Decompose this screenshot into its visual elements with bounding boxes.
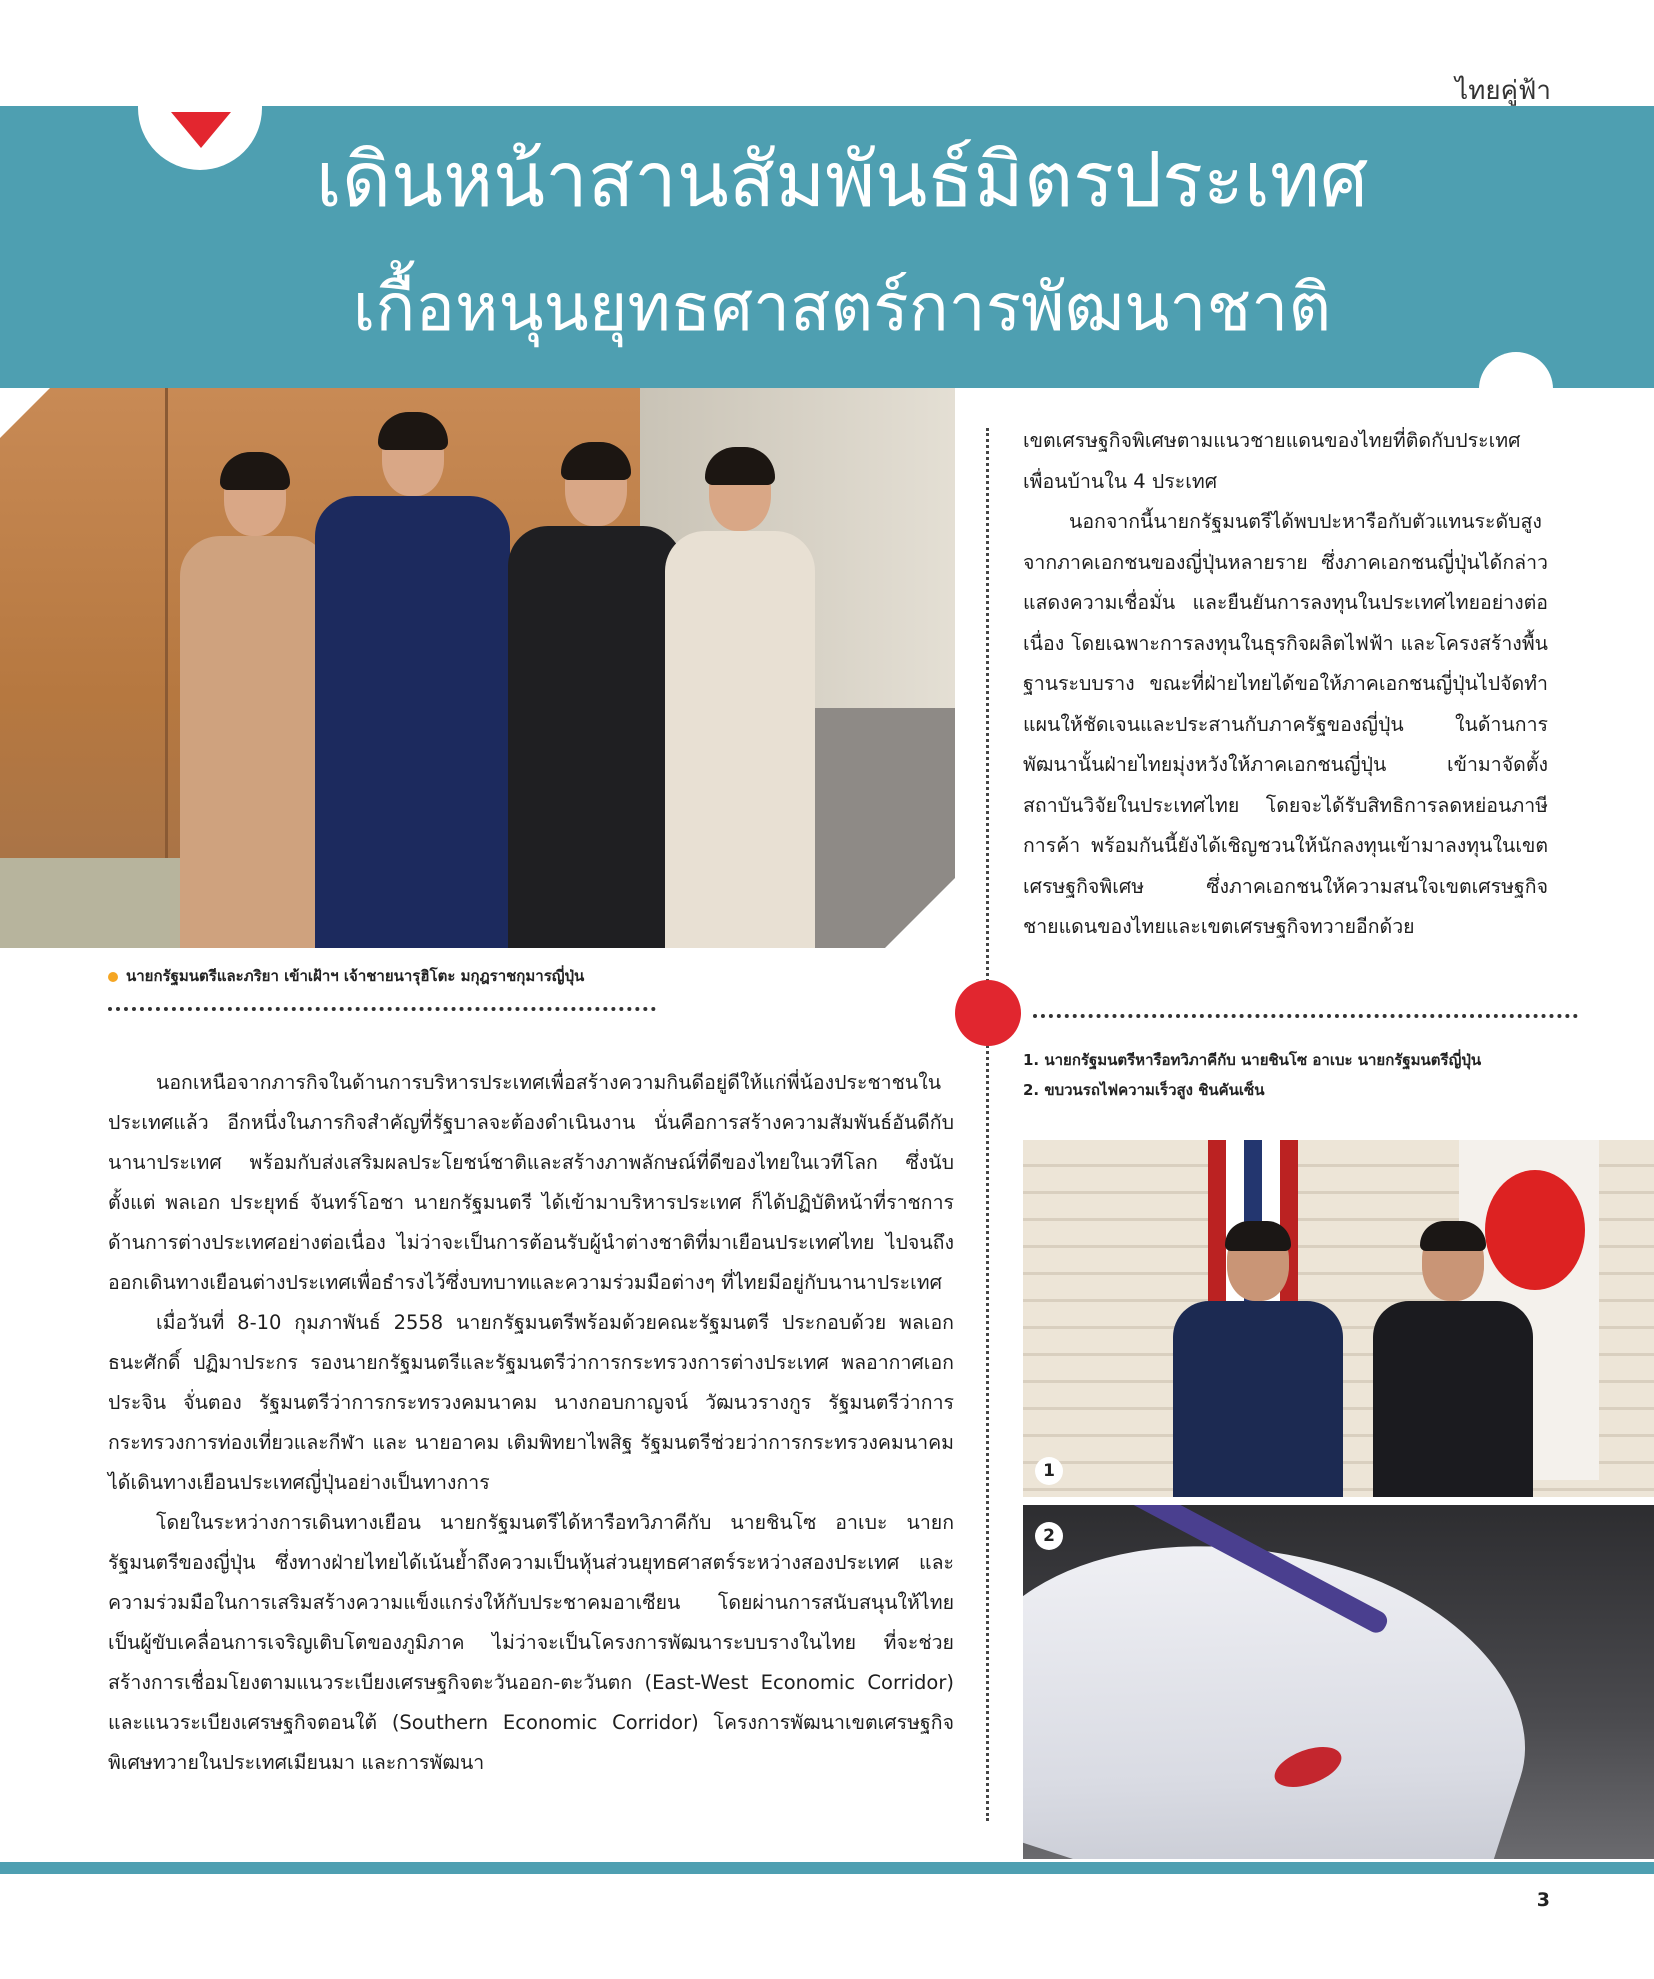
- article-body-right: [1023, 421, 1548, 948]
- red-circle-decoration: [955, 980, 1021, 1046]
- paragraph: เมื่อวันที่ 8-10 กุมภาพันธ์ 2558 นายกรัฐมนตรีพร้อมด้วยคณะรัฐมนตรี ประกอบด้วย พลเอก ธนะศักดิ์ ปฏิมาประกร รองนายกรัฐมนตรีและรัฐมนตรีว่าการกระทรวงการต่างประเทศ พลอากาศเอก ประจิน จั่นตอง รัฐมนตรีว่าการกระทรวงคมนาคม นางกอบกาญจน์ วัฒนวรางกูร รัฐมนตรีว่าการกระทรวงการท่องเที่ยวและกีฬา และ นายอาคม เติมพิทยาไพสิฐ รัฐมนตรีช่วยว่าการกระทรวงคมนาคม ได้เดินทางเยือนประเทศญี่ปุ่นอย่างเป็นทางการ: [108, 1311, 954, 1494]
- photo-badge-2: 2: [1035, 1522, 1063, 1550]
- photo-badge-1: 1: [1035, 1457, 1063, 1485]
- paragraph: เขตเศรษฐกิจพิเศษตามแนวชายแดนของไทยที่ติดกับประเทศเพื่อนบ้านใน 4 ประเทศ: [1023, 429, 1521, 493]
- section-label: ไทยคู่ฟ้า: [1455, 76, 1551, 106]
- column-divider: [986, 428, 989, 1821]
- bullet-dot-icon: [108, 972, 118, 982]
- photo-corner-cut: [885, 878, 955, 948]
- headline-line-2: เกื้อหนุนยุทธศาสตร์การพัฒนาชาติ: [352, 269, 1332, 346]
- photo-shinkansen: [1023, 1505, 1654, 1859]
- photo-person: [180, 458, 330, 948]
- photo-captions: [1023, 1045, 1481, 1105]
- paragraph: นอกเหนือจากภารกิจในด้านการบริหารประเทศเพื่อสร้างความกินดีอยู่ดีให้แก่พี่น้องประชาชนในประเทศแล้ว อีกหนึ่งในภารกิจสำคัญที่รัฐบาลจะต้องดำเนินงาน นั่นคือการสร้างความสัมพันธ์อันดีกับนานาประเทศ พร้อมกับส่งเสริมผลประโยชน์ชาติและสร้างภาพลักษณ์ที่ดีของไทยในเวทีโลก ซึ่งนับตั้งแต่ พลเอก ประยุทธ์ จันทร์โอชา นายกรัฐมนตรี ได้เข้ามาบริหารประเทศ ก็ได้ปฏิบัติหน้าที่ราชการด้านการต่างประเทศอย่างต่อเนื่อง ไม่ว่าจะเป็นการต้อนรับผู้นำต่างชาติที่มาเยือนประเทศไทย ไปจนถึงออกเดินทางเยือนต่างประเทศเพื่อธำรงไว้ซึ่งบทบาทและความร่วมมือต่างๆ ที่ไทยมีอยู่กับนานาประเทศ: [108, 1071, 954, 1294]
- paragraph: โดยในระหว่างการเดินทางเยือน นายกรัฐมนตรีได้หารือทวิภาคีกับ นายชินโซ อาเบะ นายกรัฐมนตรีของญี่ปุ่น ซึ่งทางฝ่ายไทยได้เน้นย้ำถึงความเป็นหุ้นส่วนยุทธศาสตร์ระหว่างสองประเทศ และความร่วมมือในการเสริมสร้างความแข็งแกร่งให้กับประชาคมอาเซียน โดยผ่านการสนับสนุนให้ไทยเป็นผู้ขับเคลื่อนการเจริญเติบโตของภูมิภาค ไม่ว่าจะเป็นโครงการพัฒนาระบบรางในไทย ที่จะช่วยสร้างการเชื่อมโยงตามแนวระเบียงเศรษฐกิจตะวันออก-ตะวันตก (East-West Economic Corridor) และแนวระเบียงเศรษฐกิจตอนใต้ (Southern Economic Corridor) โครงการพัฒนาเขตเศรษฐกิจพิเศษทวายในประเทศเมียนมา และการพัฒนา: [108, 1511, 954, 1774]
- photo-person: [665, 453, 815, 948]
- dotted-divider-left: [108, 1007, 656, 1011]
- main-photo-caption-text: นายกรัฐมนตรีและภริยา เข้าเฝ้าฯ เจ้าชายนารุฮิโตะ มกุฎราชกุมารญี่ปุ่น: [126, 967, 585, 985]
- photo-caption-1: 1. นายกรัฐมนตรีหารือทวิภาคีกับ นายชินโซ อาเบะ นายกรัฐมนตรีญี่ปุ่น: [1023, 1051, 1482, 1069]
- paragraph: นอกจากนี้นายกรัฐมนตรีได้พบปะหารือกับตัวแทนระดับสูงจากภาคเอกชนของญี่ปุ่นหลายราย ซึ่งภาคเอกชนญี่ปุ่นได้กล่าวแสดงความเชื่อมั่น และยืนยันการลงทุนในประเทศไทยอย่างต่อเนื่อง โดยเฉพาะการลงทุนในธุรกิจผลิตไฟฟ้า และโครงสร้างพื้นฐานระบบราง ขณะที่ฝ่ายไทยได้ขอให้ภาคเอกชนญี่ปุ่นไปจัดทำแผนให้ชัดเจนและประสานกับภาครัฐของญี่ปุ่น ในด้านการพัฒนานั้นฝ่ายไทยมุ่งหวังให้ภาคเอกชนญี่ปุ่น เข้ามาจัดตั้งสถาบันวิจัยในประเทศไทย โดยจะได้รับสิทธิการลดหย่อนภาษีการค้า พร้อมกันนี้ยังได้เชิญชวนให้นักลงทุนเข้ามาลงทุนในเขตเศรษฐกิจพิเศษ ซึ่งภาคเอกชนให้ความสนใจเขตเศรษฐกิจชายแดนของไทยและเขตเศรษฐกิจทวายอีกด้วย: [1023, 510, 1548, 938]
- article-body-left: [108, 1063, 954, 1783]
- headline-line-1: เดินหน้าสานสัมพันธ์มิตรประเทศ: [315, 135, 1369, 224]
- photo-person: [315, 418, 510, 948]
- main-photo-caption: [108, 964, 584, 988]
- banner-bump: [1479, 352, 1553, 426]
- photo-person: [1173, 1225, 1343, 1497]
- photo-corner-cut: [0, 388, 50, 438]
- main-photo: [0, 388, 955, 948]
- train-nose: [1023, 1505, 1565, 1859]
- photo-person: [508, 448, 683, 948]
- page-number: 3: [1536, 1889, 1550, 1911]
- photo-person: [1373, 1225, 1533, 1497]
- photo-handshake: [1023, 1140, 1654, 1497]
- photo-caption-2: 2. ขบวนรถไฟความเร็วสูง ชินคันเซ็น: [1023, 1081, 1265, 1099]
- footer-bar: [0, 1862, 1654, 1874]
- dotted-divider-right: [1033, 1014, 1578, 1018]
